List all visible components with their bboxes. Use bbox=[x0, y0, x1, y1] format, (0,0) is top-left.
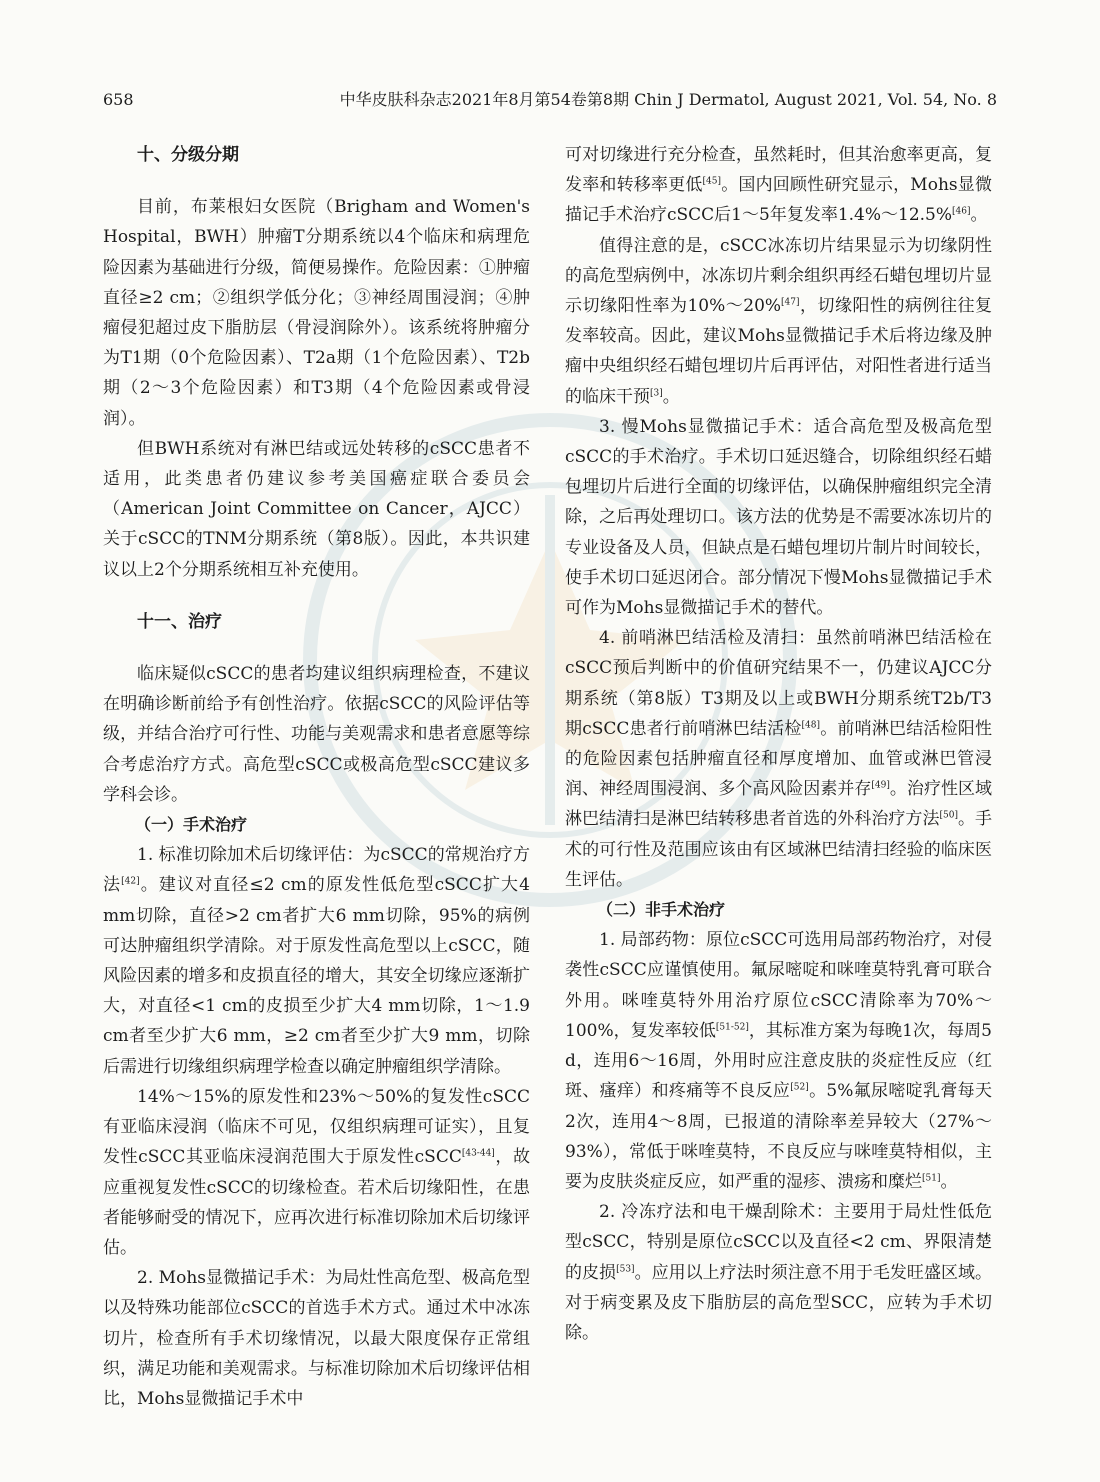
paragraph: 但BWH系统对有淋巴结或远处转移的cSCC患者不适用，此类患者仍建议参考美国癌症联合委员会（American Joint Committee on Cancer，AJCC）关于cSCC的TNM分期系统（第8版）。因此，本共识建议以上2个分期系统相互补充使用。 bbox=[103, 438, 530, 580]
page-header bbox=[103, 88, 997, 112]
subsection-title-surgery: （一）手术治疗 bbox=[135, 815, 248, 835]
page-number: 658 bbox=[103, 90, 134, 109]
paragraph: 1. 局部药物：原位cSCC可选用局部药物治疗，对侵袭性cSCC应谨慎使用。氟尿嘧啶和咪喹莫特乳膏可联合外用。咪喹莫特外用治疗原位cSCC清除率为70%～100%，复发率较低[51-52]，其标准方案为每晚1次，每周5 d，连用6～16周，外用时应注意皮肤的炎症性反应（红斑、瘙痒）和疼痛等不良反应[52]。5%氟尿嘧啶乳膏每天2次，连用4～8周，已报道的清除率差异较大（27%～93%），常低于咪喹莫特，不良反应与咪喹莫特相似，主要为皮肤炎症反应，如严重的湿疹、溃疡和糜烂[51]。 bbox=[565, 930, 992, 1192]
citation[interactable]: [47] bbox=[781, 297, 800, 308]
citation[interactable]: [51] bbox=[922, 1173, 941, 1184]
subsection-title-nonsurgical: （二）非手术治疗 bbox=[597, 900, 726, 920]
citation[interactable]: [3] bbox=[650, 387, 663, 398]
citation[interactable]: [45] bbox=[702, 176, 722, 187]
left-column bbox=[103, 140, 530, 1414]
paragraph: 3. 慢Mohs显微描记手术：适合高危型及极高危型cSCC的手术治疗。手术切口延迟缝合，切除组织经石蜡包埋切片后进行全面的切缘评估，以确保肿瘤组织完全清除，之后再处理切口。该方法的优势是不需要冰冻切片的专业设备及人员，但缺点是石蜡包埋切片制片时间较长，使手术切口延迟闭合。部分情况下慢Mohs显微描记手术可作为Mohs显微描记手术的替代。 bbox=[565, 416, 992, 619]
running-head: 中华皮肤科杂志2021年8月第54卷第8期 Chin J Dermatol, August 2021, Vol. 54, No. 8 bbox=[339, 90, 997, 109]
citation[interactable]: [42] bbox=[121, 876, 140, 887]
paragraph: 2. 冷冻疗法和电干燥刮除术：主要用于局灶性低危型cSCC，特别是原位cSCC以及直径<2 cm、界限清楚的皮损[53]。应用以上疗法时须注意不用于毛发旺盛区域。对于病变累及皮下脂肪层的高危型SCC，应转为手术切除。 bbox=[565, 1202, 993, 1343]
paragraph: 1. 标准切除加术后切缘评估：为cSCC的常规治疗方法[42]。建议对直径≤2 cm的原发性低危型cSCC扩大4 mm切除，直径>2 cm者扩大6 mm切除，95%的病例可达肿瘤组织学清除。对于原发性高危型以上cSCC，随风险因素的增多和皮损直径的增大，其安全切缘应逐渐扩大，对直径<1 cm的皮损至少扩大4 mm切除，1～1.9 cm者至少扩大6 mm，≥2 cm者至少扩大9 mm，切除后需进行切缘组织病理学检查以确定肿瘤组织学清除。 bbox=[103, 845, 530, 1077]
right-column bbox=[565, 140, 992, 1348]
paragraph: 值得注意的是，cSCC冰冻切片结果显示为切缘阴性的高危型病例中，冰冻切片剩余组织再经石蜡包埋切片显示切缘阳性率为10%～20%[47]，切缘阳性的病例往往复发率较高。因此，建议Mohs显微描记手术后将边缘及肿瘤中央组织经石蜡包埋切片后再评估，对阳性者进行适当的临床干预[3]。 bbox=[565, 235, 992, 407]
citation[interactable]: [48] bbox=[801, 720, 821, 731]
section-title-grading: 十、分级分期 bbox=[137, 145, 239, 165]
citation[interactable]: [53] bbox=[616, 1263, 635, 1274]
paragraph: 目前，布莱根妇女医院（Brigham and Women's Hospital，BWH）肿瘤T分期系统以4个临床和病理危险因素为基础进行分级，简便易操作。危险因素：①肿瘤直径≥2 cm；②组织学低分化；③神经周围浸润；④肿瘤侵犯超过皮下脂肪层（骨浸润除外）。该系统将肿瘤分为T1期（0个危险因素）、T2a期（1个危险因素）、T2b期（2～3个危险因素）和T3期（4个危险因素或骨浸润）。 bbox=[103, 197, 530, 429]
citation[interactable]: [52] bbox=[790, 1082, 809, 1093]
paragraph: 临床疑似cSCC的患者均建议组织病理检查，不建议在明确诊断前给予有创性治疗。依据cSCC的风险评估等级，并结合治疗可行性、功能与美观需求和患者意愿等综合考虑治疗方式。高危型cSCC或极高危型cSCC建议多学科会诊。 bbox=[103, 664, 530, 805]
paragraph: 14%～15%的原发性和23%～50%的复发性cSCC有亚临床浸润（临床不可见，仅组织病理可证实），且复发性cSCC其亚临床浸润范围大于原发性cSCC[43-44]，故应重视复发性cSCC的切缘检查。若术后切缘阳性，在患者能够耐受的情况下，应再次进行标准切除加术后切缘评估。 bbox=[103, 1086, 530, 1258]
citation[interactable]: [49] bbox=[871, 780, 890, 791]
paragraph: 可对切缘进行充分检查，虽然耗时，但其治愈率更高，复发率和转移率更低[45]。国内回顾性研究显示，Mohs显微描记手术治疗cSCC后1～5年复发率1.4%～12.5%[46]。 bbox=[565, 145, 992, 226]
citation[interactable]: [43-44] bbox=[461, 1148, 495, 1159]
section-title-treatment: 十一、治疗 bbox=[137, 611, 222, 632]
citation[interactable]: [50] bbox=[939, 810, 958, 821]
citation[interactable]: [51-52] bbox=[715, 1022, 749, 1033]
paragraph: 2. Mohs显微描记手术：为局灶性高危型、极高危型以及特殊功能部位cSCC的首选手术方式。通过术中冰冻切片，检查所有手术切缘情况，以最大限度保存正常组织，满足功能和美观需求。与标准切除加术后切缘评估相比，Mohs显微描记手术中 bbox=[103, 1268, 530, 1409]
paragraph: 4. 前哨淋巴结活检及清扫：虽然前哨淋巴结活检在cSCC预后判断中的价值研究结果不一，仍建议AJCC分期系统（第8版）T3期及以上或BWH分期系统T2b/T3期cSCC患者行前哨淋巴结活检[48]。前哨淋巴结活检阳性的危险因素包括肿瘤直径和厚度增加、血管或淋巴管浸润、神经周围浸润、多个高风险因素并存[49]。治疗性区域淋巴结清扫是淋巴结转移患者首选的外科治疗方法[50]。手术的可行性及范围应该由有区域淋巴结清扫经验的临床医生评估。 bbox=[565, 628, 993, 890]
citation[interactable]: [46] bbox=[952, 206, 971, 217]
